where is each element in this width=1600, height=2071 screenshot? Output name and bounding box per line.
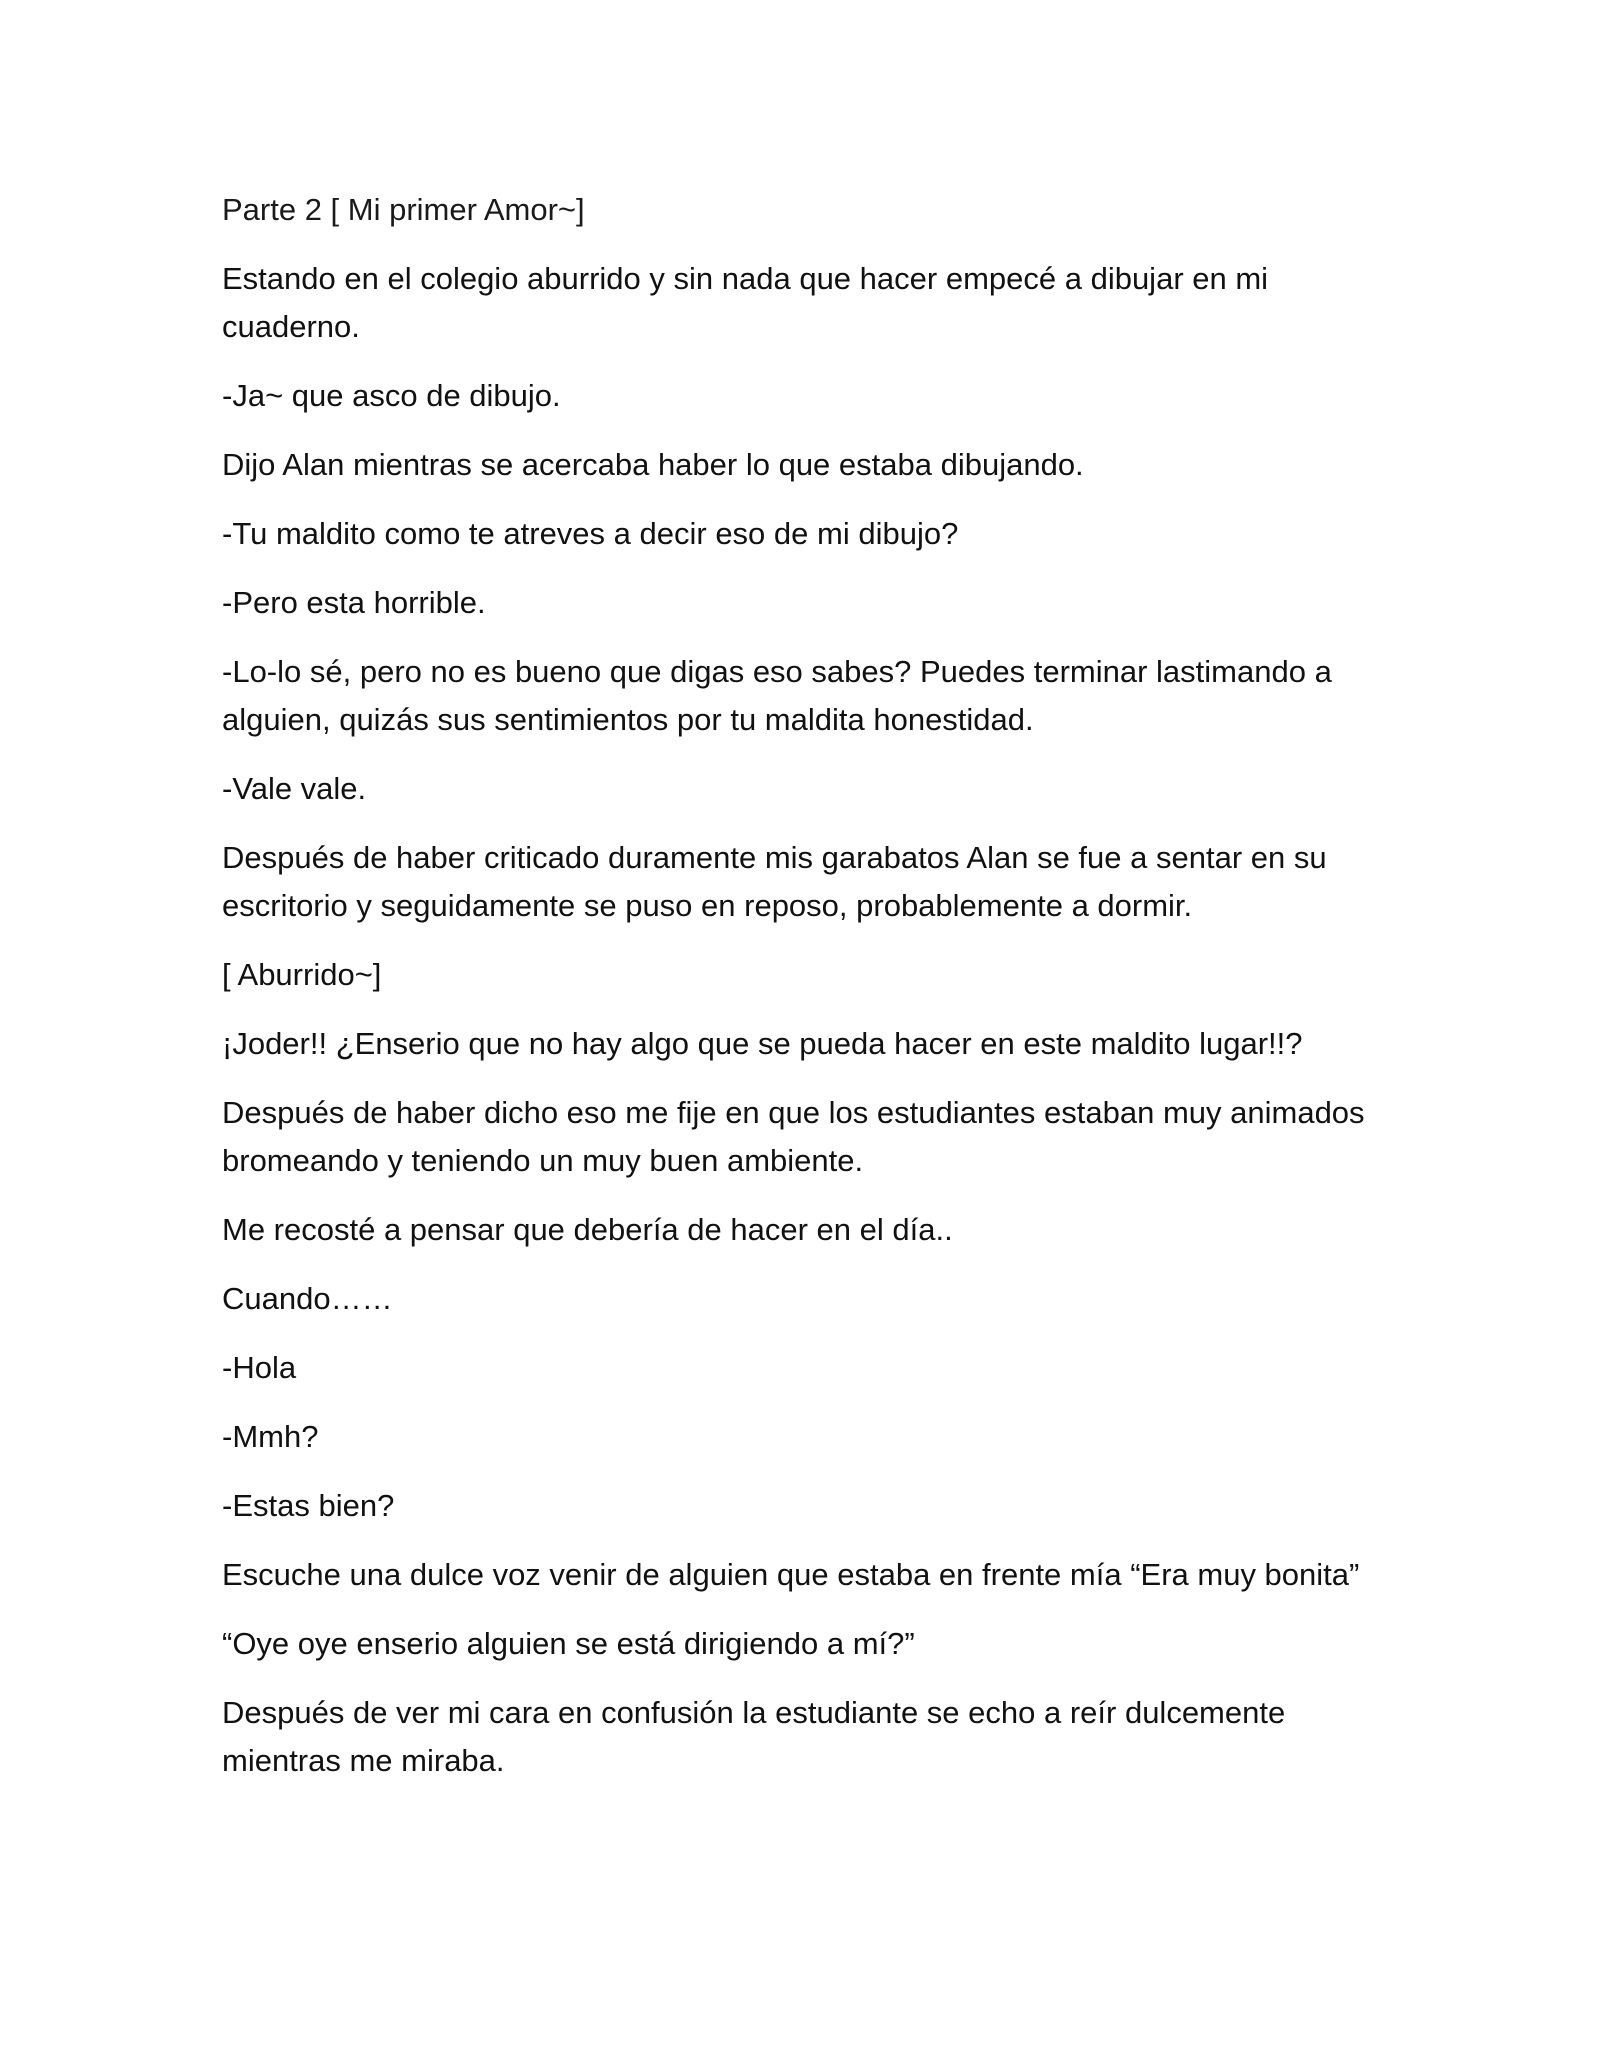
paragraph: Me recosté a pensar que debería de hacer en el día.. xyxy=(222,1212,953,1247)
paragraph: Dijo Alan mientras se acercaba haber lo que estaba dibujando. xyxy=(222,447,1084,482)
paragraph: -Pero esta horrible. xyxy=(222,585,486,620)
paragraph: ¡Joder!! ¿Enserio que no hay algo que se pueda hacer en este maldito lugar!!? xyxy=(222,1026,1303,1061)
paragraph: Estando en el colegio aburrido y sin nada que hacer empecé a dibujar en mi cuaderno. xyxy=(222,261,1269,344)
paragraph: Después de ver mi cara en confusión la estudiante se echo a reír dulcemente mientras me miraba. xyxy=(222,1695,1286,1778)
paragraph: -Lo-lo sé, pero no es bueno que digas eso sabes? Puedes terminar lastimando a alguien, quizás sus sentimientos por tu maldita honestidad. xyxy=(222,654,1332,737)
paragraph: -Vale vale. xyxy=(222,771,367,806)
paragraph: -Tu maldito como te atreves a decir eso de mi dibujo? xyxy=(222,516,959,551)
paragraph: Después de haber criticado duramente mis garabatos Alan se fue a sentar en su escritorio y seguidamente se puso en reposo, probablemente a dormir. xyxy=(222,840,1327,923)
paragraph: -Ja~ que asco de dibujo. xyxy=(222,378,561,413)
paragraph: -Mmh? xyxy=(222,1419,319,1454)
paragraph: Escuche una dulce voz venir de alguien que estaba en frente mía “Era muy bonita” xyxy=(222,1557,1360,1592)
document-title: Parte 2 [ Mi primer Amor~] xyxy=(222,192,585,227)
paragraph: -Hola xyxy=(222,1350,297,1385)
paragraph: “Oye oye enserio alguien se está dirigiendo a mí?” xyxy=(222,1626,915,1661)
paragraph: [ Aburrido~] xyxy=(222,957,382,992)
paragraph: Después de haber dicho eso me fije en que los estudiantes estaban muy animados bromeando y teniendo un muy buen ambiente. xyxy=(222,1095,1365,1178)
paragraph: Cuando…… xyxy=(222,1281,393,1316)
document-body xyxy=(222,186,1402,1806)
paragraph: -Estas bien? xyxy=(222,1488,395,1523)
